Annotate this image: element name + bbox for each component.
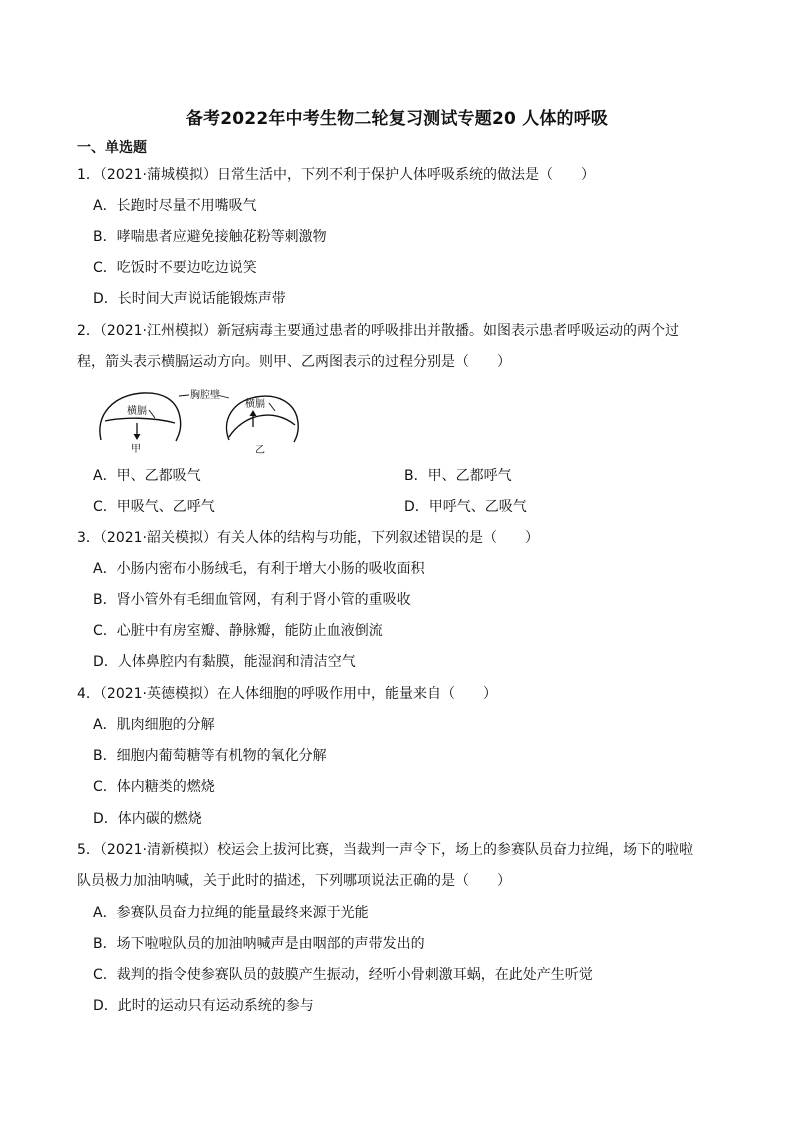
- question-4-option-d[interactable]: D．体内碳的燃烧: [93, 811, 202, 827]
- question-1-option-b[interactable]: B．哮喘患者应避免接触花粉等刺激物: [93, 229, 327, 245]
- question-3-option-a[interactable]: A．小肠内密布小肠绒毛，有利于增大小肠的吸收面积: [93, 561, 425, 577]
- question-1-option-c[interactable]: C．吃饭时不要边吃边说笑: [93, 260, 257, 276]
- section-heading: 一、单选题: [77, 140, 147, 156]
- breathing-diagram: [93, 385, 313, 460]
- leader-wall-left: [179, 395, 189, 396]
- question-3-option-d[interactable]: D．人体鼻腔内有黏膜，能湿润和清洁空气: [93, 654, 356, 670]
- question-2-stem-line-1: 2．（2021·江州模拟）新冠病毒主要通过患者的呼吸排出并散播。如图表示患者呼吸运动的两个过: [77, 323, 679, 339]
- label-chest-wall: 胸腔壁: [190, 390, 220, 401]
- question-3-stem: 3．（2021·韶关模拟）有关人体的结构与功能，下列叙述错误的是（ ）: [77, 530, 539, 546]
- question-5-option-b[interactable]: B．场下啦啦队员的加油呐喊声是由咽部的声带发出的: [93, 936, 425, 952]
- arrow-down-head: [134, 434, 141, 440]
- question-2-option-a[interactable]: A．甲、乙都吸气: [93, 468, 201, 484]
- question-5-option-d[interactable]: D．此时的运动只有运动系统的参与: [93, 998, 314, 1014]
- breathing-diagram-svg: [93, 385, 313, 460]
- question-4-option-a[interactable]: A．肌肉细胞的分解: [93, 717, 215, 733]
- question-3-option-c[interactable]: C．心脏中有房室瓣、静脉瓣，能防止血液倒流: [93, 623, 383, 639]
- diaphragm-left: [105, 418, 175, 423]
- page-title: 备考2022年中考生物二轮复习测试专题20 人体的呼吸: [185, 109, 609, 129]
- question-2-option-d[interactable]: D．甲呼气、乙吸气: [404, 499, 527, 515]
- label-diaphragm-left: 横膈: [127, 406, 147, 417]
- question-1-stem: 1．（2021·蒲城模拟）日常生活中，下列不利于保护人体呼吸系统的做法是（ ）: [77, 167, 595, 183]
- question-5-option-c[interactable]: C．裁判的指令使参赛队员的鼓膜产生振动，经听小骨刺激耳蜗，在此处产生听觉: [93, 967, 593, 983]
- arrow-up-head: [250, 410, 257, 416]
- question-5-stem-line-2: 队员极力加油呐喊，关于此时的描述，下列哪项说法正确的是（ ）: [77, 873, 511, 889]
- leader-diaphragm-left: [149, 410, 155, 418]
- question-1-option-d[interactable]: D．长时间大声说话能锻炼声带: [93, 291, 286, 307]
- question-4-option-c[interactable]: C．体内糖类的燃烧: [93, 779, 215, 795]
- question-4-option-b[interactable]: B．细胞内葡萄糖等有机物的氧化分解: [93, 748, 327, 764]
- question-5-option-a[interactable]: A．参赛队员奋力拉绳的能量最终来源于光能: [93, 905, 369, 921]
- diaphragm-right: [229, 415, 295, 437]
- question-2-option-b[interactable]: B．甲、乙都呼气: [404, 468, 512, 484]
- question-4-stem: 4．（2021·英德模拟）在人体细胞的呼吸作用中，能量来自（ ）: [77, 686, 497, 702]
- question-3-option-b[interactable]: B．肾小管外有毛细血管网，有利于肾小管的重吸收: [93, 592, 411, 608]
- label-yi: 乙: [255, 445, 265, 456]
- label-jia: 甲: [131, 444, 141, 455]
- leader-diaphragm-right: [269, 403, 275, 411]
- question-2-option-c[interactable]: C．甲吸气、乙呼气: [93, 499, 215, 515]
- question-1-option-a[interactable]: A．长跑时尽量不用嘴吸气: [93, 198, 257, 214]
- question-5-stem-line-1: 5．（2021·清新模拟）校运会上拔河比赛，当裁判一声令下，场上的参赛队员奋力拉绳，场下的啦啦: [77, 842, 693, 858]
- label-diaphragm-right: 横膈: [245, 399, 265, 410]
- question-2-stem-line-2: 程，箭头表示横膈运动方向。则甲、乙两图表示的过程分别是（ ）: [77, 354, 511, 370]
